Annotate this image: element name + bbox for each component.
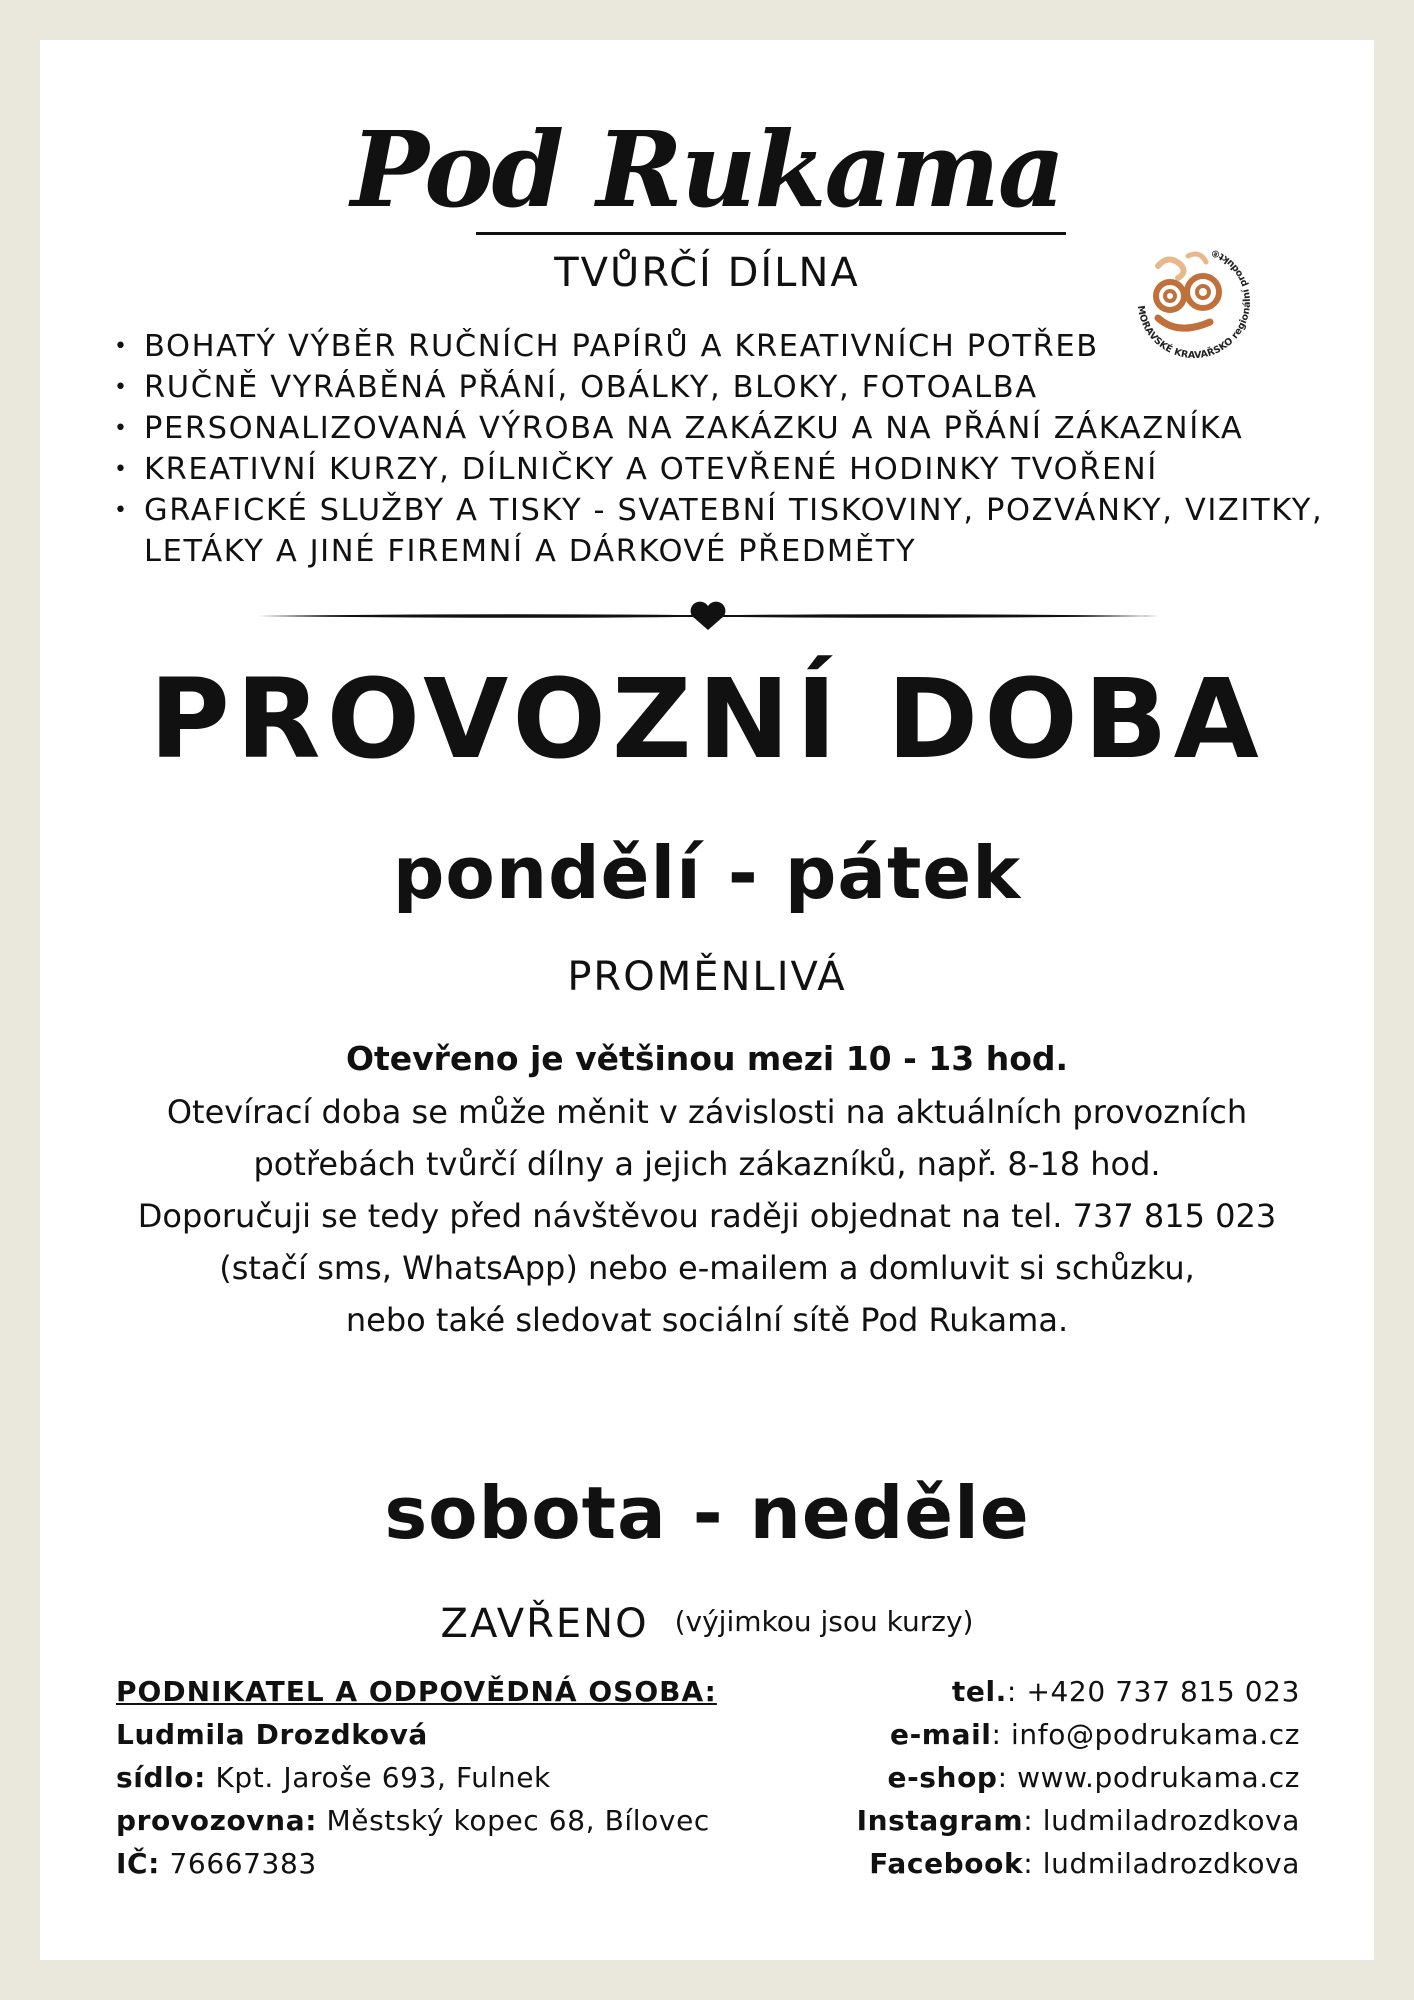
note-line: potřebách tvůrčí dílny a jejich zákazníků, např. 8-18 hod. [253,1145,1161,1183]
premises-label: provozovna: [116,1804,317,1837]
contact-info [660,1670,1300,1885]
note-line: (stačí sms, WhatsApp) nebo e-mailem a domluvit si schůzku, [219,1249,1195,1287]
facebook-label: Facebook [869,1847,1024,1880]
weekend-note: (výjimkou jsou kurzy) [674,1605,974,1638]
brand-underline [476,232,1066,235]
heart-divider [258,596,1158,636]
tel-value[interactable]: +420 737 815 023 [1026,1675,1300,1708]
seat-label: sídlo: [116,1761,206,1794]
opening-notes [98,1086,1316,1346]
operator-heading: PODNIKATEL A ODPOVĚDNÁ OSOBA: [116,1675,717,1708]
brand-name: Pod Rukama [350,108,1064,231]
weekend-status: ZAVŘENO [440,1601,649,1647]
instagram-label: Instagram [856,1804,1024,1837]
eshop-link[interactable]: www.podrukama.cz [1017,1761,1300,1794]
feature-item: • BOHATÝ VÝBĚR RUČNÍCH PAPÍRŮ A KREATIVNÍCH POTŘEB [114,326,1334,367]
feature-item: • RUČNĚ VYRÁBĚNÁ PŘÁNÍ, OBÁLKY, BLOKY, FOTOALBA [114,367,1334,408]
weekend-days: sobota - neděle [384,1471,1030,1555]
instagram-link[interactable]: ludmiladrozdkova [1042,1804,1300,1837]
feature-item: • KREATIVNÍ KURZY, DÍLNIČKY A OTEVŘENÉ HODINKY TVOŘENÍ [114,449,1334,490]
weekday-status: PROMĚNLIVÁ [567,954,847,1000]
ic-label: IČ: [116,1847,160,1880]
contact-instagram-row: Instagram: ludmiladrozdkova [856,1804,1300,1837]
weekday-days: pondělí - pátek [392,831,1022,915]
contact-eshop-row: e-shop: www.podrukama.cz [887,1761,1300,1794]
premises-value: Městský kopec 68, Bílovec [326,1804,710,1837]
poster [68,76,1346,1928]
opening-hours-title: PROVOZNÍ DOBA [149,655,1265,783]
feature-list [114,326,1334,572]
note-line: nebo také sledovat sociální sítě Pod Rukama. [345,1301,1069,1339]
eshop-label: e-shop [887,1761,998,1794]
weekend-status-row [68,1596,1346,1650]
contact-facebook-row: Facebook: ludmiladrozdkova [869,1847,1300,1880]
note-line: Doporučuji se tedy před návštěvou raději objednat na tel. 737 815 023 [137,1197,1277,1235]
seat-value: Kpt. Jaroše 693, Fulnek [215,1761,551,1794]
weekday-open-hours: Otevřeno je většinou mezi 10 - 13 hod. [345,1039,1069,1078]
brand-subtitle: TVŮRČÍ DÍLNA [554,250,860,296]
operator-name: Ludmila Drozdková [116,1718,428,1751]
ic-value: 76667383 [169,1847,317,1880]
contact-tel-row: tel.: +420 737 815 023 [951,1675,1300,1708]
heart-icon [691,602,726,630]
facebook-link[interactable]: ludmiladrozdkova [1042,1847,1300,1880]
email-link[interactable]: info@podrukama.cz [1011,1718,1300,1751]
feature-item: • GRAFICKÉ SLUŽBY A TISKY - SVATEBNÍ TISKOVINY, POZVÁNKY, VIZITKY, LETÁKY A JINÉ FIREMNÍ A DÁRKOVÉ PŘEDMĚTY [114,490,1334,572]
note-line: Otevírací doba se může měnit v závislosti na aktuálních provozních [166,1093,1248,1131]
tel-label: tel. [951,1675,1007,1708]
spiral-icon [1156,254,1219,328]
email-label: e-mail [890,1718,992,1751]
logo-text: MORAVSKÉ KRAVAŘSKO regionální produkt® [1134,246,1253,362]
contact-email-row: e-mail: info@podrukama.cz [890,1718,1300,1751]
feature-item: • PERSONALIZOVANÁ VÝROBA NA ZAKÁZKU A NA PŘÁNÍ ZÁKAZNÍKA [114,408,1334,449]
